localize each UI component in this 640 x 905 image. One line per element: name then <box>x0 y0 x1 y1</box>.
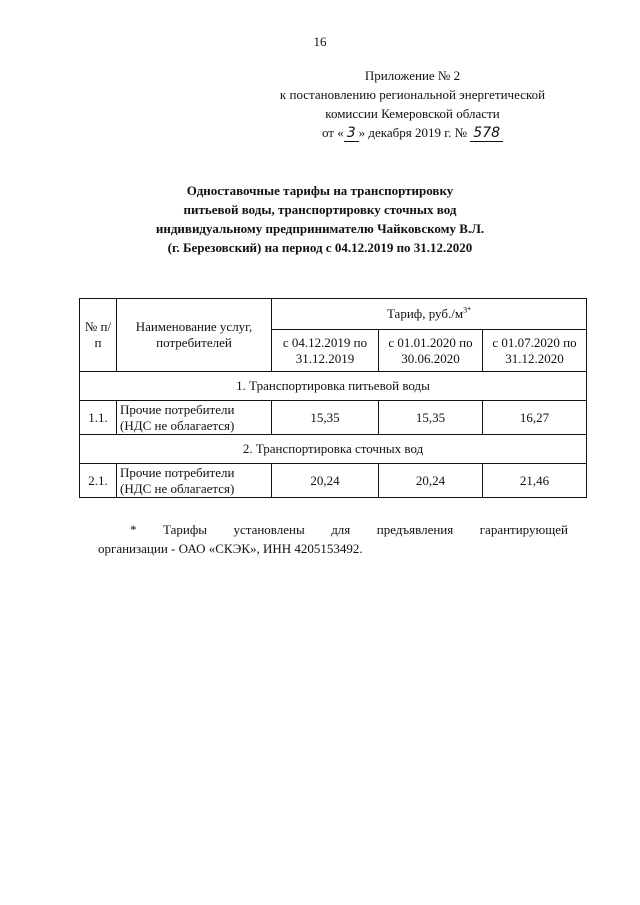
row-tariff-2: 15,35 <box>379 401 483 435</box>
header-service-name: Наименование услуг, потребителей <box>117 299 272 372</box>
row-number: 2.1. <box>80 464 117 498</box>
title-line-3: индивидуальному предпринимателю Чайковскому В.Л. <box>155 221 485 236</box>
row-consumer: Прочие потребители (НДС не облагается) <box>117 401 272 435</box>
row-tariff-3: 21,46 <box>483 464 587 498</box>
row-tariff-3: 16,27 <box>483 401 587 435</box>
page-number: 16 <box>313 34 327 49</box>
header-tariff <box>272 299 587 330</box>
section-row <box>80 372 587 401</box>
row-number: 1.1. <box>80 401 117 435</box>
footnote-line-2: организации - ОАО «СКЭК», ИНН 4205153492. <box>98 541 363 556</box>
handwritten-number: 578 <box>470 126 503 142</box>
section-row <box>80 435 587 464</box>
footnote <box>98 520 568 558</box>
period-3: с 01.07.2020 по 31.12.2020 <box>483 330 587 372</box>
footnote-word: для <box>331 522 351 537</box>
table-row <box>80 464 587 498</box>
section-title-2: 2. Транспортировка сточных вод <box>80 435 587 464</box>
footnote-word: гарантирующей <box>479 522 568 537</box>
handwritten-day: 3 <box>344 126 359 142</box>
row-tariff-1: 15,35 <box>272 401 379 435</box>
document-title <box>90 181 550 257</box>
header-number: № п/п <box>80 299 117 372</box>
footnote-line-1 <box>98 520 568 539</box>
date-middle: » декабря 2019 г. № <box>358 125 468 140</box>
period-2: с 01.01.2020 по 30.06.2020 <box>379 330 483 372</box>
row-tariff-2: 20,24 <box>379 464 483 498</box>
approval-block <box>250 66 575 142</box>
header-tariff-label: Тариф, руб./м <box>386 306 464 321</box>
title-line-4: (г. Березовский) на период с 04.12.2019 по 31.12.2020 <box>167 240 473 255</box>
resolution-reference: к постановлению региональной энергетической <box>279 87 546 102</box>
table-header-row <box>80 299 587 330</box>
commission-name: комиссии Кемеровской области <box>325 106 500 121</box>
title-line-1: Одноставочные тарифы на транспортировку <box>186 183 454 198</box>
tariff-table <box>79 298 587 498</box>
date-prefix: от « <box>321 125 344 140</box>
period-1: с 04.12.2019 по 31.12.2019 <box>272 330 379 372</box>
row-tariff-1: 20,24 <box>272 464 379 498</box>
appendix-label: Приложение № 2 <box>364 68 461 83</box>
table-row <box>80 401 587 435</box>
footnote-word: предъявления <box>376 522 454 537</box>
title-line-2: питьевой воды, транспортировку сточных вод <box>183 202 457 217</box>
header-tariff-sup: 3* <box>463 305 472 315</box>
resolution-date-line <box>250 123 575 142</box>
footnote-word: Тарифы <box>162 522 207 537</box>
row-consumer: Прочие потребители (НДС не облагается) <box>117 464 272 498</box>
section-title-1: 1. Транспортировка питьевой воды <box>80 372 587 401</box>
footnote-word: установлены <box>233 522 305 537</box>
footnote-word: * <box>130 522 137 537</box>
